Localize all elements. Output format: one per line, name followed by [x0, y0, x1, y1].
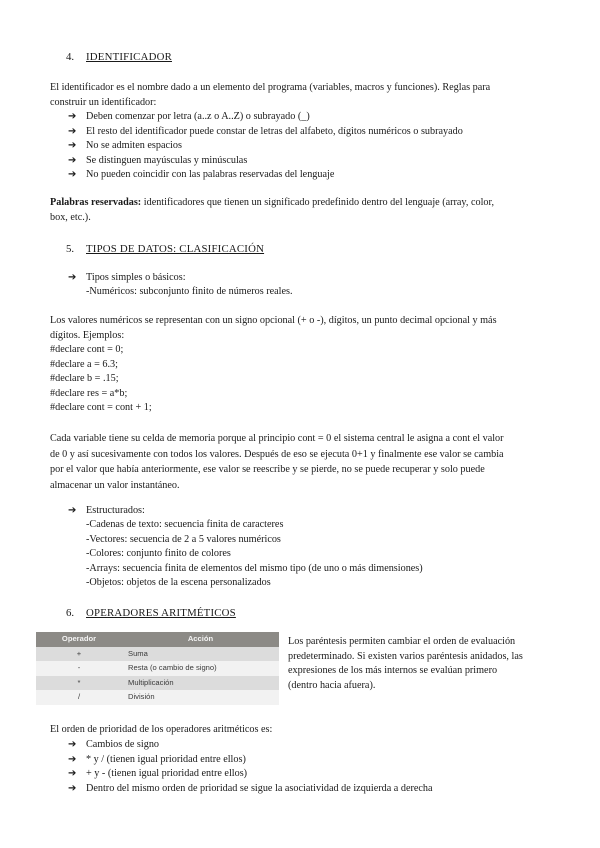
code-line: #declare res = a*b; [50, 387, 128, 399]
code-line: #declare cont = cont + 1; [50, 402, 152, 414]
section-title: OPERADORES ARITMÉTICOS [86, 607, 236, 619]
simple-types-list [68, 271, 186, 286]
table-row [36, 661, 279, 676]
arrow-icon: ➔ [68, 169, 77, 181]
arrow-icon: ➔ [68, 505, 77, 516]
table-row [36, 647, 279, 662]
arrow-icon: ➔ [68, 125, 77, 137]
list-item: ➔ Deben comenzar por letra (a..z o A..Z) o subrayado (_) [68, 110, 463, 125]
section-title: TIPOS DE DATOS: CLASIFICACIÓN [86, 243, 265, 255]
section-number: 6. [66, 607, 75, 619]
arrow-icon: ➔ [68, 739, 77, 750]
section-number: 4. [66, 51, 75, 63]
operators-table [36, 632, 279, 705]
reserved-words-paragraph: Palabras reservadas: identificadores que tienen un significado predefinido dentro del lenguaje (array, color, box, etc.). [50, 197, 495, 223]
list-item: -Arrays: secuencia finita de elementos del mismo tipo (de uno o más dimensiones) [86, 562, 423, 574]
action-cell: Suma [122, 647, 279, 662]
list-item: -Objetos: objetos de la escena personalizados [86, 577, 271, 589]
list-item: -Vectores: secuencia de 2 a 5 valores numéricos [86, 533, 281, 545]
list-item: -Cadenas de texto: secuencia finita de caracteres [86, 519, 284, 530]
action-cell: Resta (o cambio de signo) [122, 661, 279, 676]
operator-cell: - [36, 661, 122, 676]
section-title: IDENTIFICADOR [86, 51, 172, 63]
list-item: -Colores: conjunto finito de colores [86, 548, 231, 560]
code-line: #declare cont = 0; [50, 344, 124, 355]
table-header-row [36, 632, 279, 647]
action-cell: División [122, 690, 279, 705]
section-number: 5. [66, 243, 75, 255]
arrow-icon: ➔ [68, 753, 77, 765]
numeric-subtype: -Numéricos: subconjunto finito de números reales. [86, 286, 293, 297]
code-line: #declare a = 6.3; [50, 358, 118, 370]
list-item: ➔ No se admiten espacios [68, 139, 463, 154]
list-item: ➔ * y / (tienen igual prioridad entre ellos) [68, 753, 433, 768]
reserved-words-label: Palabras reservadas: [50, 197, 142, 208]
table-row [36, 676, 279, 691]
parentheses-note: Los paréntesis permiten cambiar el orden de evaluación predeterminado. Si existen varios paréntesis anidados, las expresiones de los más internos se evalúan primero (dentro hacia afuera). [288, 636, 523, 691]
operator-cell: * [36, 676, 122, 691]
list-item: ➔ + y - (tienen igual prioridad entre ellos) [68, 767, 433, 782]
list-item: ➔ Estructurados: [68, 504, 145, 519]
list-item: ➔ Tipos simples o básicos: [68, 271, 186, 286]
list-item: ➔ No pueden coincidir con las palabras reservadas del lenguaje [68, 168, 463, 183]
memory-paragraph: Cada variable tiene su celda de memoria porque al principio cont = 0 el sistema central le asigna a cont el valor de 0 y así sucesivamente con todos los valores. Después de eso se ejecuta 0+1 y finalmente ese valor se cambia por el valor que había anteriormente, ese valor se reescribe y se pierde, no se puede recuperar y solo puede almacenar un valor instantáneo. [50, 433, 504, 491]
list-item: ➔ Se distinguen mayúsculas y minúsculas [68, 154, 463, 169]
list-item: ➔ Cambios de signo [68, 738, 433, 753]
arrow-icon: ➔ [68, 272, 77, 283]
column-header-action: Acción [122, 632, 279, 647]
priority-list [68, 738, 433, 796]
list-item: ➔ El resto del identificador puede constar de letras del alfabeto, dígitos numéricos o subrayado [68, 125, 463, 140]
identifier-intro: El identificador es el nombre dado a un elemento del programa (variables, macros y funciones). Reglas para construir un identificador: [50, 82, 491, 108]
table-row [36, 690, 279, 705]
code-line: #declare b = .15; [50, 373, 119, 385]
arrow-icon: ➔ [68, 768, 77, 780]
section-4-heading [66, 50, 172, 65]
priority-intro: El orden de prioridad de los operadores aritméticos es: [50, 724, 273, 735]
numeric-values-paragraph: Los valores numéricos se representan con un signo opcional (+ o -), dígitos, un punto decimal opcional y más dígitos. Ejemplos: [50, 315, 497, 341]
arrow-icon: ➔ [68, 140, 77, 152]
arrow-icon: ➔ [68, 782, 77, 794]
operator-cell: / [36, 690, 122, 705]
section-6-heading [66, 606, 236, 621]
arrow-icon: ➔ [68, 111, 77, 122]
declare-examples [50, 343, 152, 416]
identifier-rules-list [68, 110, 463, 183]
list-item: ➔ Dentro del mismo orden de prioridad se sigue la asociatividad de izquierda a derecha [68, 782, 433, 797]
arrow-icon: ➔ [68, 154, 77, 166]
structured-subtypes [86, 518, 423, 591]
action-cell: Multiplicación [122, 676, 279, 691]
section-5-heading [66, 242, 264, 257]
column-header-operator: Operador [36, 632, 122, 647]
structured-types-list [68, 504, 145, 519]
operator-cell: + [36, 647, 122, 662]
